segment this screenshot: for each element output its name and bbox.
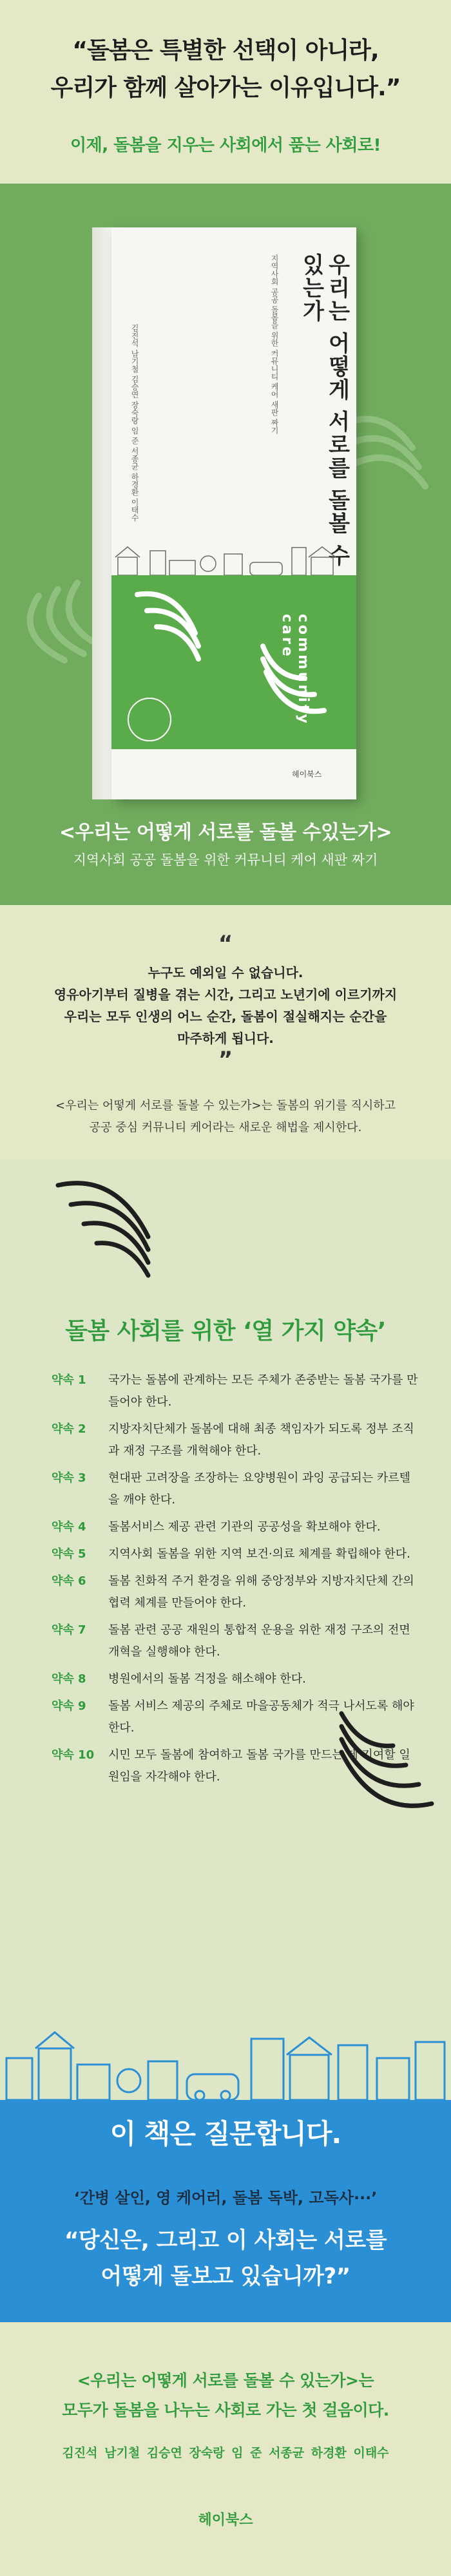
question-band (0, 2100, 451, 2322)
footer-line-2: 모두가 돌봄을 나누는 사회로 가는 첫 걸음이다. (62, 2401, 389, 2419)
promise-text: 돌봄 친화적 주거 환경을 위해 중앙정부와 지방자치단체 간의 협력 체계를 만들어야 한다. (108, 1574, 414, 1610)
promise-item (52, 1516, 419, 1538)
hero-quote-line-1: “돌봄은 특별한 선택이 아니라, (72, 37, 379, 64)
book-title-line: <우리는 어떻게 서로를 돌볼 수있는가> (59, 821, 392, 844)
promise-number: 약속 3 (52, 1471, 86, 1485)
close-quote-mark: ” (218, 1047, 233, 1073)
promise-text: 현대판 고려장을 조장하는 요양병원이 과잉 공급되는 카르텔을 깨야 한다. (108, 1471, 411, 1507)
quote-line: 영유아기부터 질병을 겪는 시간, 그리고 노년기에 이르기까지 (53, 987, 398, 1002)
footer-section (0, 2322, 451, 2576)
hero-section (0, 0, 451, 184)
promise-number: 약속 2 (52, 1422, 86, 1436)
promise-item (52, 1418, 419, 1462)
book-subtitle-line: 지역사회 공공 돌봄을 위한 커뮤니티 케어 새판 짜기 (73, 852, 378, 868)
question-line-1: “당신은, 그리고 이 사회는 서로를 (64, 2228, 387, 2253)
promise-item (52, 1369, 419, 1413)
cover-badge: community care (279, 614, 311, 726)
promise-text: 돌봄 서비스 제공의 주체로 마을공동체가 적극 나서도록 해야 한다. (108, 1699, 414, 1735)
promise-number: 약속 8 (52, 1672, 86, 1686)
cover-title-block (253, 247, 350, 575)
promise-number: 약속 10 (52, 1748, 95, 1762)
quote-note-line: <우리는 어떻게 서로를 돌볼 수 있는가>는 돌봄의 위기를 직시하고 (55, 1099, 396, 1112)
cover-authors: 김진석 남기철 김승연 장숙랑 임 준 서종균 하경환 이태수 (130, 324, 139, 522)
book-spine (92, 227, 111, 799)
promise-item (52, 1668, 419, 1690)
cover-green-panel (111, 575, 356, 749)
footer-authors: 김진석 남기철 김승연 장숙랑 임 준 서종균 하경환 이태수 (62, 2446, 389, 2460)
promise-text: 국가는 돌봄에 관계하는 모든 주체가 존중받는 돌봄 국가를 만들어야 한다. (108, 1373, 418, 1409)
quote-line: 마주하게 됩니다. (177, 1031, 274, 1046)
cover-title: 우리는 어떻게 서로를 돌볼 수 있는가 (298, 253, 350, 568)
hero-subline: 이제, 돌봄을 지우는 사회에서 품는 사회로! (70, 136, 381, 155)
quote-body (0, 962, 451, 1049)
promise-item (52, 1570, 419, 1614)
quote-section (0, 905, 451, 1159)
promise-item (52, 1543, 419, 1565)
quote-note-line: 공공 중심 커뮤니티 케어라는 새로운 해법을 제시한다. (89, 1121, 362, 1134)
cover-publisher: 헤이북스 (292, 770, 322, 779)
book-section (0, 184, 451, 905)
question-section (0, 1836, 451, 2322)
promise-number: 약속 6 (52, 1574, 86, 1588)
award-stamp-icon (128, 698, 171, 741)
promise-number: 약속 7 (52, 1623, 86, 1637)
promises-title: 돌봄 사회를 위한 ‘열 가지 약속’ (65, 1318, 386, 1344)
cover-subtitle: 지역사회 공공 돌봄을 위한 커뮤니티 케어 새판 짜기 (270, 254, 279, 434)
footer-line-1: <우리는 어떻게 서로를 돌볼 수 있는가>는 (77, 2371, 374, 2390)
promise-number: 약속 4 (52, 1520, 86, 1534)
promise-number: 약속 9 (52, 1699, 86, 1713)
question-big-quote (0, 2222, 451, 2295)
book-cover (111, 227, 356, 799)
question-subtitle: ‘간병 살인, 영 케어러, 돌봄 독박, 고독사···’ (73, 2189, 378, 2207)
promise-number: 약속 5 (52, 1547, 86, 1561)
quote-note (0, 1095, 451, 1139)
book-cover-image (92, 227, 356, 799)
town-skyline-illustration (0, 2019, 451, 2100)
promise-text: 지방자치단체가 돌봄에 대해 최종 책임자가 되도록 정부 조직과 재정 구조를 개혁해야 한다. (108, 1422, 414, 1458)
hero-quote (0, 32, 451, 107)
open-quote-mark: “ (218, 931, 233, 957)
quote-line: 우리는 모두 인생의 어느 순간, 돌봄이 절실해지는 순간을 (64, 1009, 387, 1024)
promise-text: 병원에서의 돌봄 걱정을 해소해야 한다. (108, 1672, 306, 1686)
promise-item (52, 1619, 419, 1663)
question-title: 이 책은 질문합니다. (110, 2118, 341, 2150)
promise-text: 지역사회 돌봄을 위한 지역 보건·의료 체계를 확립해야 한다. (108, 1547, 410, 1561)
promises-section (0, 1159, 451, 1836)
promise-text: 시민 모두 돌봄에 참여하고 돌봄 국가를 만드는 데 기여할 일원임을 자각해야 한다. (108, 1748, 410, 1784)
village-illustration (111, 538, 356, 577)
promise-text: 돌봄서비스 제공 관련 기관의 공공성을 확보해야 한다. (108, 1520, 381, 1534)
publisher-logo: 헤이북스 (198, 2512, 253, 2528)
hand-lines-top-icon (39, 1159, 232, 1301)
promise-text: 돌봄 관련 공공 재원의 통합적 운용을 위한 재정 구조의 전면 개혁을 실행해야 한다. (108, 1623, 410, 1659)
hero-quote-line-2: 우리가 함께 살아가는 이유입니다.” (50, 75, 401, 101)
quote-line: 누구도 예외일 수 없습니다. (148, 965, 303, 980)
promise-number: 약속 1 (52, 1373, 86, 1387)
promise-item (52, 1467, 419, 1511)
question-line-2: 어떻게 돌보고 있습니까?” (101, 2264, 350, 2289)
hand-lines-bottom-icon (283, 1694, 451, 1823)
footer-statement (0, 2366, 451, 2425)
